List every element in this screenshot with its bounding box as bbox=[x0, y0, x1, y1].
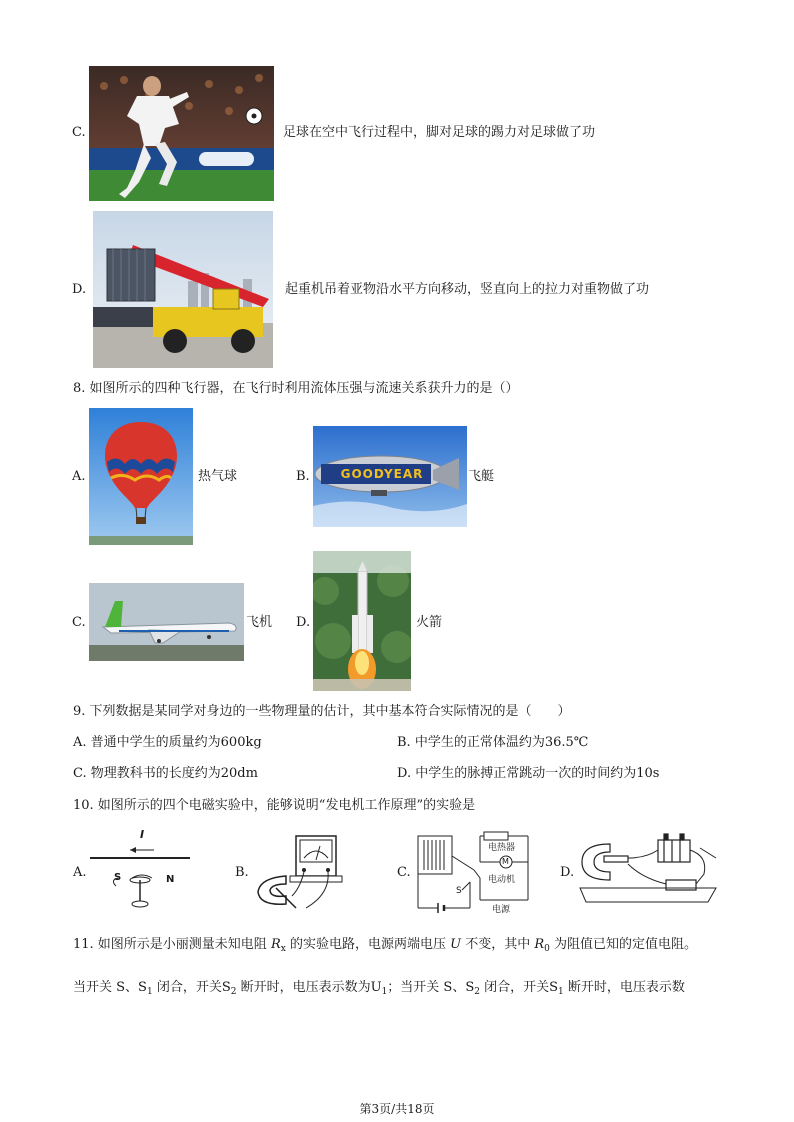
q11-r0-symbol: R bbox=[534, 937, 545, 952]
q11-line1-mid: 的实验电路，电源两端电压 bbox=[285, 937, 451, 952]
q11-line2-e: 闭合，开关S bbox=[479, 980, 559, 995]
q7-option-d-letter: D. bbox=[72, 282, 87, 297]
q10-figure-d-motor-experiment bbox=[576, 828, 722, 910]
q11-line-2 bbox=[73, 979, 685, 1001]
q8-option-b-letter: B. bbox=[296, 469, 310, 484]
q11-line2-b: 闭合，开关S bbox=[152, 980, 231, 995]
q11-line2-c: 断开时，电压表示数为U bbox=[236, 980, 382, 995]
q10-option-c-letter: C. bbox=[397, 865, 411, 880]
q8-option-b-photo-blimp bbox=[313, 426, 467, 527]
q10-stem: 10. 如图所示的四个电磁实验中，能够说明“发电机工作原理”的实验是 bbox=[73, 798, 476, 813]
q11-s2-subscript: 2 bbox=[230, 987, 237, 997]
q8-option-d-text: 火箭 bbox=[416, 615, 443, 630]
q11-line1-pre: 11. 如图所示是小丽测量未知电阻 bbox=[73, 937, 271, 952]
q10-fig-c-switch-label: S bbox=[456, 886, 462, 896]
q11-s1b-subscript: 1 bbox=[558, 987, 564, 997]
q11-s1-subscript: 1 bbox=[146, 987, 153, 997]
q10-figure-a-oersted bbox=[88, 828, 192, 913]
q10-option-b-letter: B. bbox=[235, 865, 249, 880]
q9-option-d: D. 中学生的脉搏正常跳动一次的时间约为10s bbox=[397, 766, 660, 781]
q7-option-c-text: 足球在空中飞行过程中，脚对足球的踢力对足球做了功 bbox=[283, 125, 596, 140]
q11-line-1 bbox=[73, 936, 697, 958]
q11-rx-symbol: R bbox=[270, 937, 281, 952]
q8-option-d-letter: D. bbox=[296, 615, 311, 630]
q10-fig-c-heater-label: 电热器 bbox=[488, 843, 516, 853]
q10-fig-a-north-label: N bbox=[166, 874, 175, 885]
q10-figure-c-relay-circuit bbox=[414, 826, 534, 916]
q8-option-c-text: 飞机 bbox=[246, 615, 273, 630]
q10-fig-c-motor-label: 电动机 bbox=[488, 875, 516, 885]
q11-line2-f: 断开时，电压表示数 bbox=[563, 980, 685, 995]
q8-option-c-letter: C. bbox=[72, 615, 86, 630]
q11-u1-subscript: 1 bbox=[381, 987, 388, 997]
q11-line2-d: ；当开关 S、S bbox=[387, 980, 475, 995]
q9-option-b: B. 中学生的正常体温约为36.5℃ bbox=[397, 735, 589, 750]
q10-fig-a-south-label: S bbox=[114, 872, 122, 883]
q9-option-c: C. 物理教科书的长度约为20dm bbox=[73, 766, 258, 781]
q11-u-symbol: U bbox=[450, 937, 462, 952]
q8-option-a-text: 热气球 bbox=[198, 469, 238, 484]
q9-option-a: A. 普通中学生的质量约为600kg bbox=[73, 735, 262, 750]
q8-option-a-letter: A. bbox=[72, 469, 86, 484]
q8-option-a-photo-hot-air-balloon bbox=[89, 408, 193, 545]
q10-fig-a-current-label: I bbox=[140, 828, 145, 841]
q11-rx-subscript: x bbox=[280, 944, 286, 954]
q10-figure-b-induction bbox=[250, 828, 350, 913]
q11-line1-mid2: 不变，其中 bbox=[461, 937, 535, 952]
q10-option-a-letter: A. bbox=[73, 865, 87, 880]
q8-option-d-photo-rocket bbox=[313, 551, 411, 691]
q11-s2b-subscript: 2 bbox=[474, 987, 480, 997]
q7-option-d-text: 起重机吊着亚物沿水平方向移动，竖直向上的拉力对重物做了功 bbox=[285, 282, 650, 297]
q7-option-d-photo-crane bbox=[93, 211, 273, 368]
q8-stem: 8. 如图所示的四种飞行器，在飞行时利用流体压强与流速关系获升力的是（） bbox=[73, 381, 519, 396]
q8-option-b-blimp-lettering: GOODYEAR bbox=[340, 467, 424, 481]
q8-option-c-photo-airplane bbox=[89, 583, 244, 661]
q10-option-d-letter: D. bbox=[560, 865, 575, 880]
q11-r0-subscript: 0 bbox=[544, 944, 550, 954]
q9-stem: 9. 下列数据是某同学对身边的一些物理量的估计，其中基本符合实际情况的是（ ） bbox=[73, 704, 571, 719]
q11-line1-post: 为阻值已知的定值电阻。 bbox=[549, 937, 697, 952]
q10-fig-c-motor-symbol: M bbox=[502, 857, 509, 866]
q10-fig-c-source-label: 电源 bbox=[492, 905, 511, 915]
q7-option-c-letter: C. bbox=[72, 125, 86, 140]
page-number-footer: 第3页/共18页 bbox=[359, 1102, 435, 1116]
q7-option-c-photo-footballer bbox=[89, 66, 274, 201]
q8-option-b-text: 飞艇 bbox=[468, 469, 495, 484]
q11-line2-a: 当开关 S、S bbox=[73, 980, 147, 995]
